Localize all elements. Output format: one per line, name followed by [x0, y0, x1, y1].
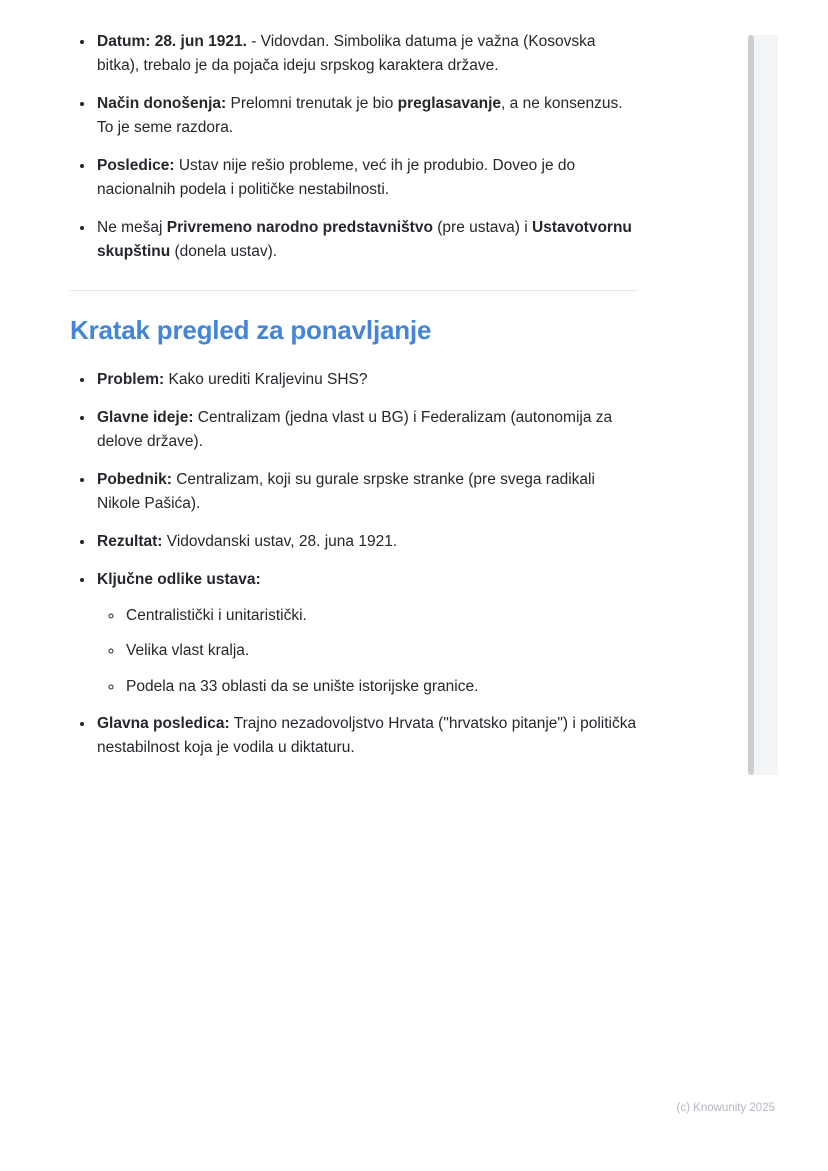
text-segment: - Vidovdan. Simbolika datuma je važna (Kosovska bitka), trebalo je da pojača ideju srpskog karaktera države. [97, 33, 596, 75]
section-divider [70, 290, 638, 291]
text-segment-bold: Ustavotvornu skupštinu [97, 219, 632, 261]
text-segment: Vidovdanski ustav, 28. juna 1921. [162, 533, 398, 551]
text-segment-bold: Ključne odlike ustava: [97, 571, 261, 589]
list-item [95, 216, 638, 264]
text-segment-bold: Glavna posledica: [97, 714, 230, 732]
notes-list [70, 30, 638, 264]
list-item [95, 568, 638, 698]
review-list [70, 368, 638, 760]
sub-list-item: ◦ Podela na 33 oblasti da se unište istorijske granice. [124, 675, 638, 698]
text-segment-bold: Posledice: [97, 157, 175, 175]
text-segment-bold: Način donošenja: [97, 95, 227, 113]
document-content [70, 30, 638, 774]
scrollbar-thumb[interactable] [748, 35, 754, 775]
list-item [95, 154, 638, 202]
text-segment: (pre ustava) i [432, 219, 532, 237]
text-segment-bold: Rezultat: [97, 533, 163, 551]
text-segment: Kako urediti Kraljevinu SHS? [164, 371, 368, 389]
text-segment-bold: Privremeno narodno predstavništvo [166, 219, 433, 237]
list-item [95, 406, 638, 454]
text-segment: Ne mešaj [97, 219, 167, 237]
list-item [95, 712, 638, 760]
text-segment: Ustav nije rešio probleme, već ih je produbio. Doveo je do nacionalnih podela i političke nestabilnosti. [97, 157, 576, 199]
text-segment: Trajno nezadovoljstvo Hrvata ("hrvatsko pitanje") i politička nestabilnost koja je vodila u diktaturu. [97, 714, 637, 756]
text-segment: Centralizam, koji su gurale srpske stranke (pre svega radikali Nikole Pašića). [97, 471, 595, 513]
list-item [95, 92, 638, 140]
text-segment-bold: Datum: 28. jun 1921. [97, 33, 247, 50]
list-item [95, 368, 638, 392]
text-segment-bold: preglasavanje [397, 95, 502, 113]
text-segment: , a ne konsenzus. To je seme razdora. [97, 95, 623, 137]
footer-credit: (c) Knowunity 2025 [676, 1102, 775, 1114]
text-segment: Centralizam (jedna vlast u BG) i Federalizam (autonomija za delove države). [97, 409, 613, 451]
list-item [95, 468, 638, 516]
text-segment-bold: Glavne ideje: [97, 409, 194, 427]
section-heading: Kratak pregled za ponavljanje [70, 315, 432, 346]
text-segment-bold: Problem: [97, 371, 165, 389]
scrollbar-track[interactable] [750, 35, 778, 775]
text-segment: (donela ustav). [170, 243, 278, 261]
sub-list-item: ◦ Velika vlast kralja. [124, 639, 638, 662]
list-item [95, 530, 638, 554]
text-segment: Prelomni trenutak je bio [226, 95, 398, 113]
list-item [95, 30, 638, 78]
text-segment-bold: Pobednik: [97, 471, 172, 489]
sub-list-item: ◦ Centralistički i unitaristički. [124, 604, 638, 627]
sub-list [97, 604, 638, 698]
